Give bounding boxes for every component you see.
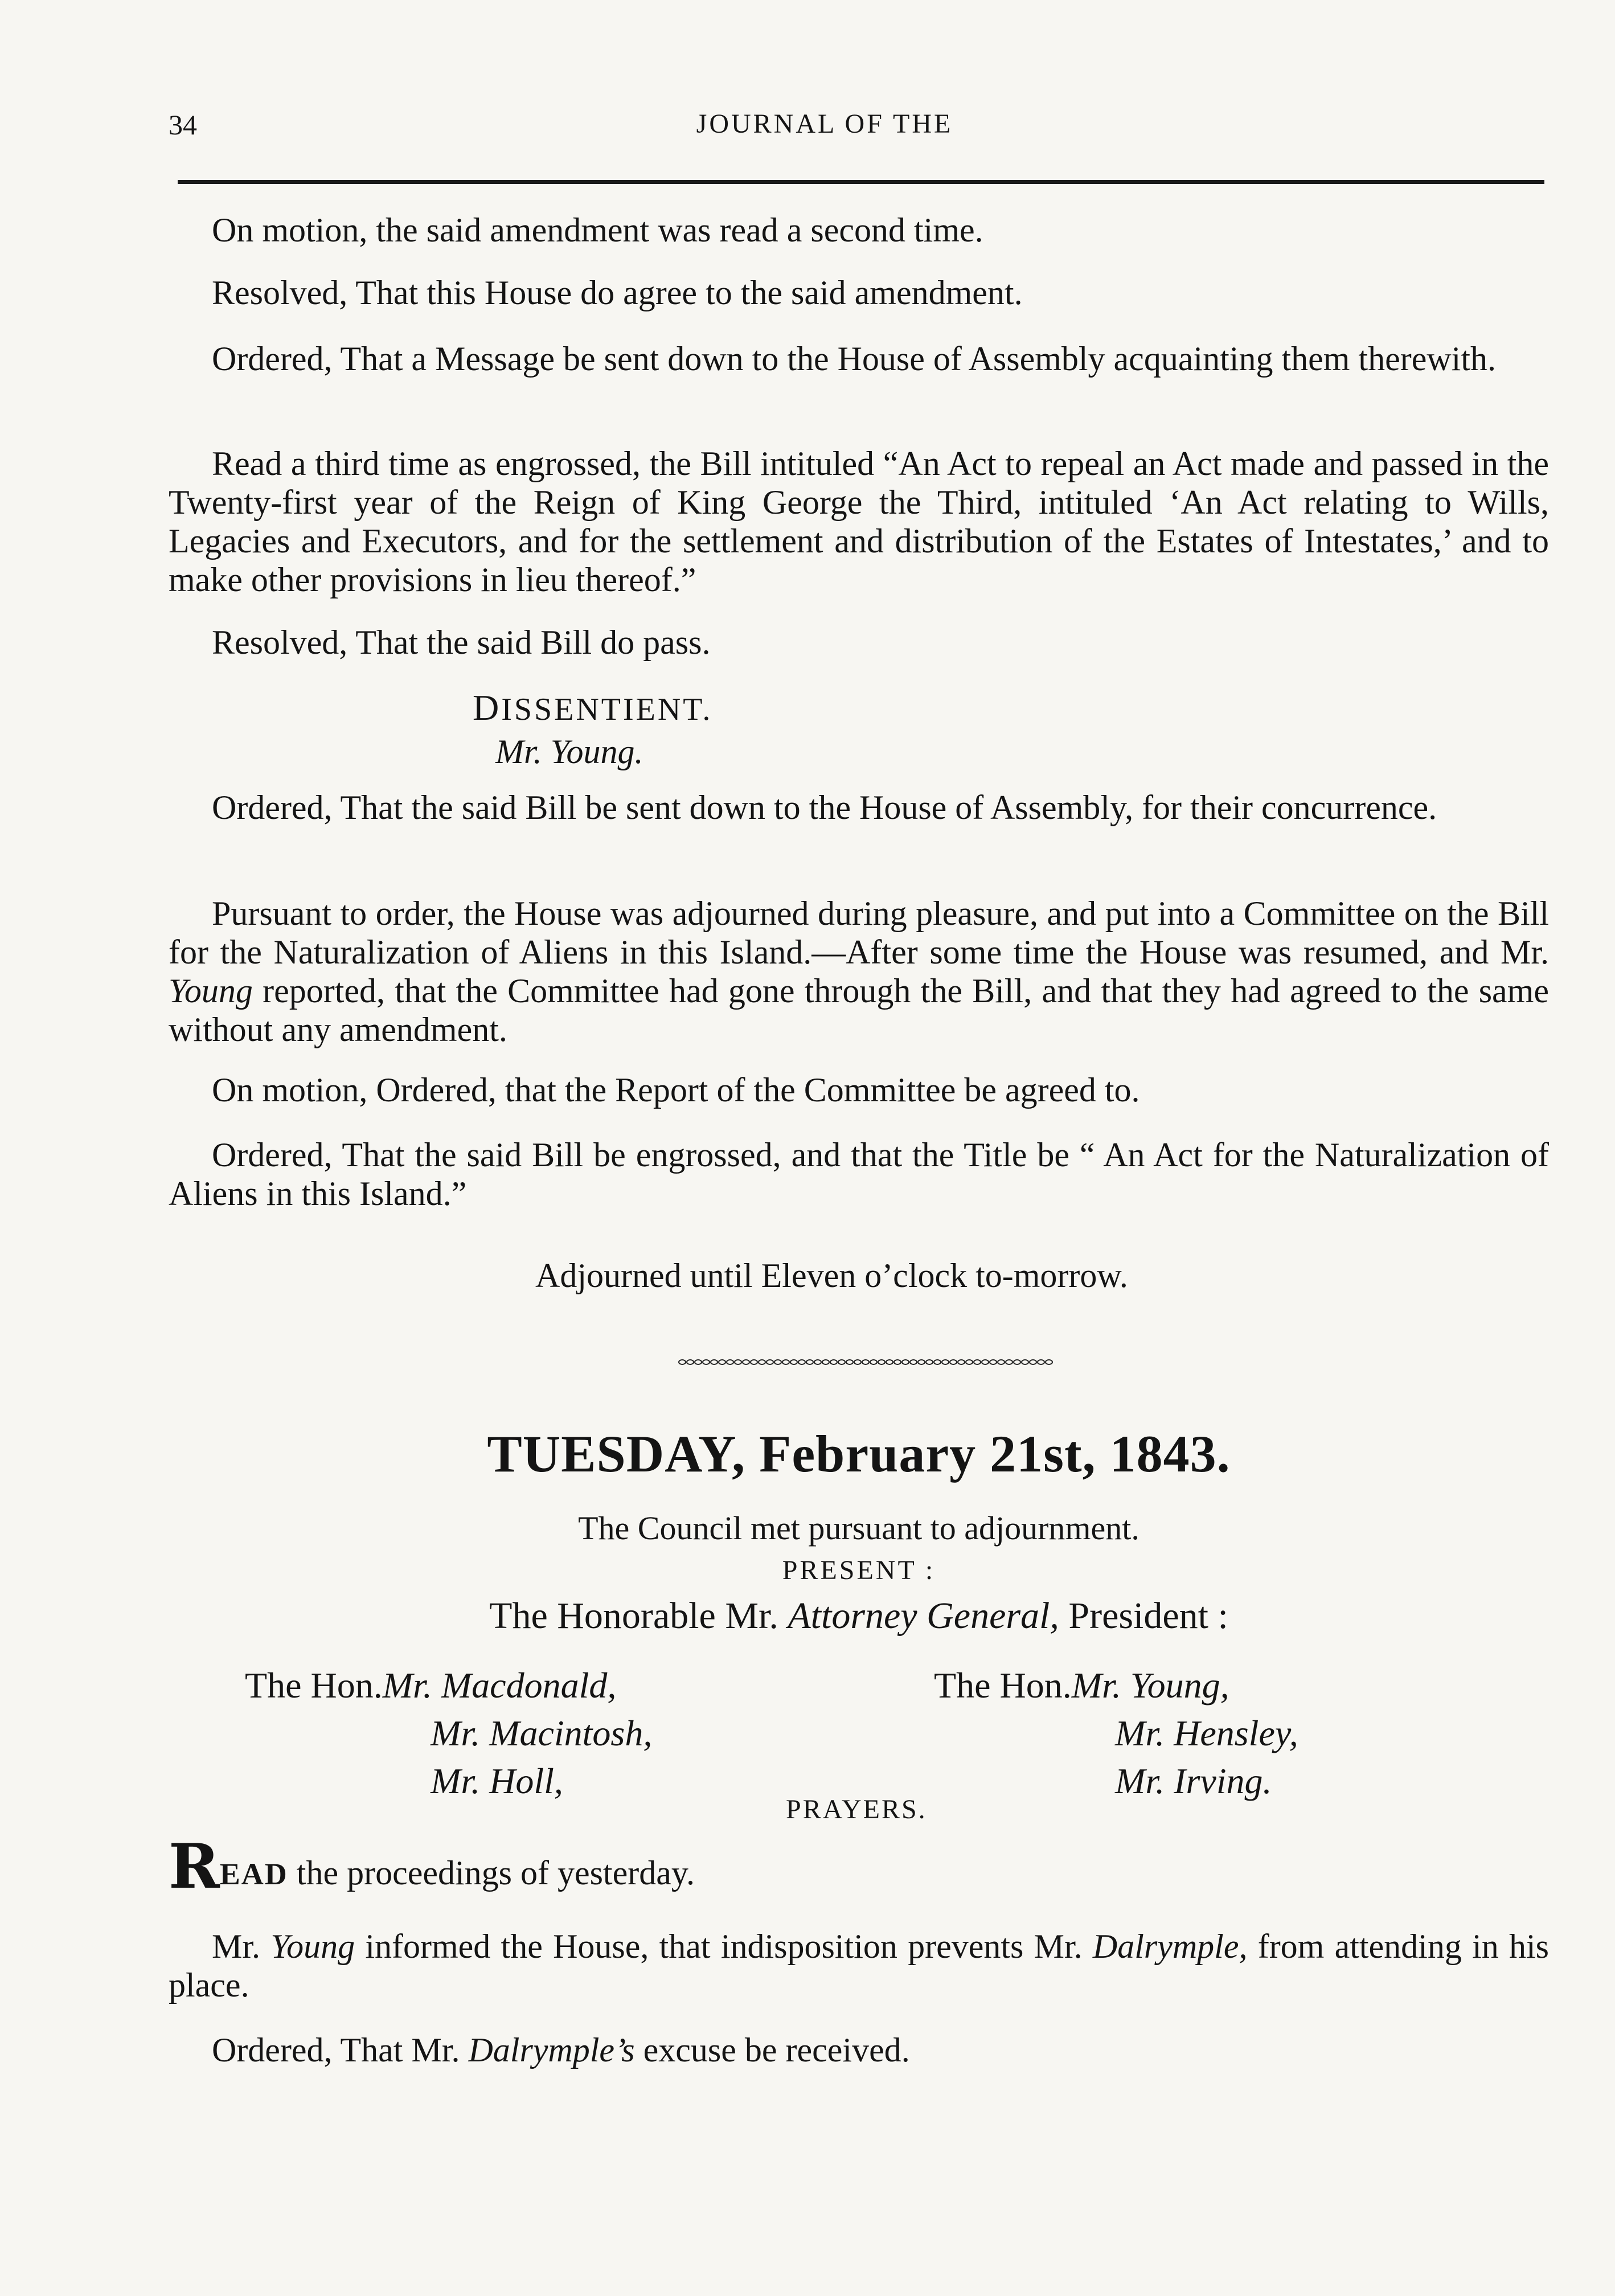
session-date-heading: TUESDAY, February 21st, 1843.: [487, 1425, 1231, 1483]
page-header: [169, 102, 1549, 148]
paragraph-resolved-pass: Resolved, That the said Bill do pass.: [212, 624, 711, 661]
read-proceedings-line: READ the proceedings of yesterday.: [169, 1831, 695, 1903]
paragraph-amendment-second-reading: On motion, the said amendment was read a second time.: [212, 211, 983, 249]
member-row: The Hon.Mr. Young,: [934, 1665, 1229, 1705]
running-head: JOURNAL OF THE: [696, 109, 953, 139]
paragraph-third-reading: Read a third time as engrossed, the Bill intituled “An Act to repeal an Act made and passed in the Twenty-first year of the Reign of King George the Third, intituled ‘An Act relating to Wills, Legacies and Executors, and for the settlement and distribution of the Estates of Intestates,’ and to make other provisions in lieu thereof.”: [169, 445, 1549, 598]
president-line: The Honorable Mr. Attorney General, President :: [489, 1595, 1228, 1637]
paragraph-bill-engrossed: Ordered, That the said Bill be engrossed, and that the Title be “ An Act for the Naturalization of Aliens in this Island.”: [169, 1136, 1549, 1212]
council-met-line: The Council met pursuant to adjournment.: [578, 1510, 1139, 1547]
member-row: Mr. Irving.: [1115, 1761, 1272, 1801]
paragraph-committee-naturalization: Pursuant to order, the House was adjourned during pleasure, and put into a Committee on the Bill for the Naturalization of Aliens in this Island.—After some time the House was resumed, and Mr. Young reported, that the Committee had gone through the Bill, and that they had agreed to the same without any amendment.: [169, 895, 1549, 1048]
paragraph-young-informed: Mr. Young informed the House, that indisposition prevents Mr. Dalrymple, from attending in his place.: [169, 1928, 1550, 2004]
member-row: Mr. Holl,: [431, 1761, 563, 1801]
paragraph-ordered-sent-down: Ordered, That the said Bill be sent down to the House of Assembly, for their concurrence.: [212, 789, 1437, 826]
adjournment-line: Adjourned until Eleven o’clock to-morrow.: [535, 1257, 1128, 1294]
dissentient-heading: DISSENTIENT.: [473, 687, 713, 728]
paragraph-report-agreed: On motion, Ordered, that the Report of the Committee be agreed to.: [212, 1071, 1140, 1109]
paragraph-ordered-message: Ordered, That a Message be sent down to the House of Assembly acquainting them therewith.: [212, 340, 1497, 378]
header-rule: [178, 180, 1544, 184]
member-row: Mr. Hensley,: [1115, 1713, 1298, 1753]
member-row: Mr. Macintosh,: [431, 1713, 653, 1753]
page-number: 34: [169, 109, 197, 141]
paragraph-excuse-received: Ordered, That Mr. Dalrymple’s excuse be received.: [212, 2031, 910, 2069]
members-right-column: [934, 1662, 1298, 1805]
members-left-column: [245, 1662, 652, 1805]
present-label: PRESENT :: [782, 1555, 936, 1585]
drop-cap: R: [169, 1831, 220, 1903]
paragraph-resolved-agree: Resolved, That this House do agree to the said amendment.: [212, 274, 1023, 311]
dissentient-name: Mr. Young.: [495, 733, 643, 770]
prayers-label: PRAYERS.: [786, 1794, 927, 1824]
member-row: The Hon.Mr. Macdonald,: [245, 1665, 617, 1705]
ornamental-rule: [678, 1358, 1054, 1367]
